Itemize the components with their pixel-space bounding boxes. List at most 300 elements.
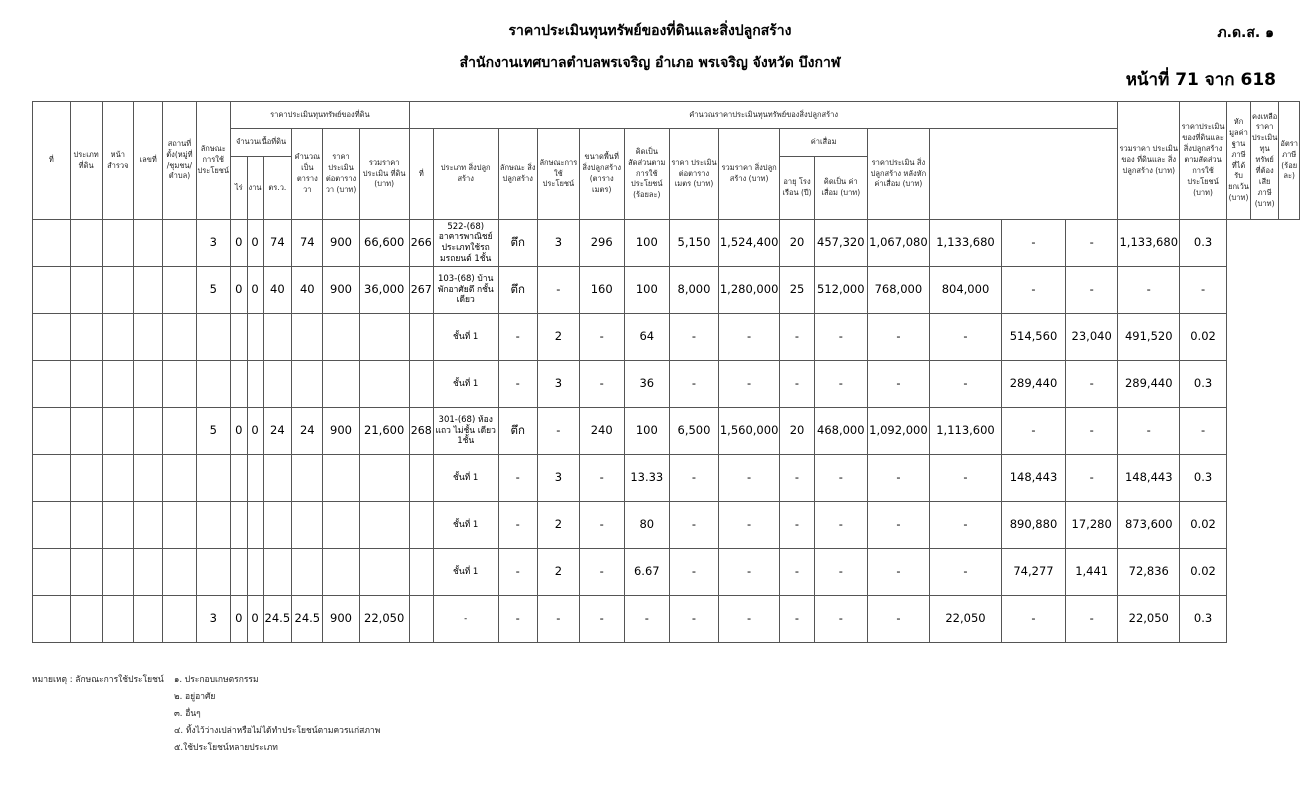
table-row: [33, 408, 1300, 455]
cell-after-depr: -: [867, 361, 929, 408]
cell-no: [33, 267, 71, 314]
note-row: [32, 723, 380, 740]
cell-number: [133, 502, 162, 549]
cell-b-use: -: [537, 596, 579, 643]
cell-b-percent: 80: [624, 502, 670, 549]
cell-land-type: [70, 267, 102, 314]
cell-ngan: 0: [247, 596, 263, 643]
cell-tax: 0.02: [1180, 502, 1227, 549]
cell-depr: 512,000: [814, 267, 867, 314]
cell-after-depr: -: [867, 314, 929, 361]
col-group-building: คำนวณราคาประเมินทุนทรัพย์ของสิ่งปลูกสร้าง: [409, 102, 1118, 129]
cell-b-area: 160: [579, 267, 624, 314]
cell-b-type: ชั้นที่ 1: [433, 549, 498, 596]
cell-depr: -: [814, 314, 867, 361]
col-land-use: ลักษณะ การใช้ ประโยชน์: [196, 102, 230, 220]
cell-total-lb: -: [929, 502, 1001, 549]
cell-sqw: [263, 361, 292, 408]
cell-survey-page: [102, 361, 133, 408]
cell-survey-page: [102, 502, 133, 549]
cell-after-depr: -: [867, 502, 929, 549]
cell-prop-value: -: [1002, 596, 1066, 643]
cell-after-depr: -: [867, 455, 929, 502]
cell-calc-sqw: [292, 549, 323, 596]
cell-survey-page: [102, 314, 133, 361]
cell-deduction: -: [1065, 220, 1118, 267]
cell-land-type: [70, 455, 102, 502]
cell-price-sqw: [323, 361, 359, 408]
cell-tax: 0.02: [1180, 549, 1227, 596]
cell-price-sqw: [323, 502, 359, 549]
cell-after-depr: 768,000: [867, 267, 929, 314]
cell-rai: 0: [230, 220, 247, 267]
cell-prop-value: 74,277: [1002, 549, 1066, 596]
cell-calc-sqw: 74: [292, 220, 323, 267]
col-building-percent: คิดเป็น สัดส่วนตาม การใช้ ประโยชน์ (ร้อยละ): [624, 129, 670, 220]
cell-prop-value: 148,443: [1002, 455, 1066, 502]
cell-b-price-sqm: -: [670, 455, 719, 502]
cell-depr: 457,320: [814, 220, 867, 267]
cell-survey-page: [102, 596, 133, 643]
col-prop-value: ราคาประเมิน ของที่ดินและ สิ่งปลูกสร้าง ตามสัดส่วน การใช้ประโยชน์ (บาท): [1180, 102, 1227, 220]
cell-survey-page: [102, 549, 133, 596]
cell-total-lb: -: [929, 455, 1001, 502]
cell-b-use: -: [537, 408, 579, 455]
cell-tax: 0.3: [1180, 361, 1227, 408]
note-item: ๕.ใช้ประโยชน์หลายประเภท: [174, 743, 278, 753]
note-item: ๔. ทิ้งไว้ว่างเปล่าหรือไม่ได้ทำประโยชน์ตามควรแก่สภาพ: [174, 726, 381, 736]
cell-b-type: 301-(68) ห้องแถว ไม่ชั้น เดียว 1ชั้น: [433, 408, 498, 455]
cell-use: [196, 314, 230, 361]
cell-number: [133, 220, 162, 267]
cell-b-type: -: [433, 596, 498, 643]
cell-deduction: 17,280: [1065, 502, 1118, 549]
page-number: หน้าที่ 71 จาก 618: [1125, 70, 1276, 90]
cell-number: [133, 549, 162, 596]
cell-deduction: -: [1065, 267, 1118, 314]
cell-land-type: [70, 220, 102, 267]
cell-location: [163, 408, 196, 455]
cell-age: 20: [780, 408, 814, 455]
cell-b-type: ชั้นที่ 1: [433, 361, 498, 408]
notes-label: หมายเหตุ : ลักษณะการใช้ประโยชน์: [32, 675, 164, 685]
cell-price-sqw: [323, 455, 359, 502]
table-row: [33, 549, 1300, 596]
cell-total-lb: 1,133,680: [929, 220, 1001, 267]
cell-age: -: [780, 455, 814, 502]
cell-tax: 0.3: [1180, 596, 1227, 643]
cell-land-type: [70, 549, 102, 596]
cell-price-sqw: [323, 314, 359, 361]
col-building-area: ขนาดพื้นที่ สิ่งปลูกสร้าง (ตารางเมตร): [579, 129, 624, 220]
cell-rai: [230, 549, 247, 596]
table-row: [33, 314, 1300, 361]
notes: [32, 672, 380, 757]
cell-prop-value: -: [1002, 408, 1066, 455]
cell-ngan: [247, 455, 263, 502]
col-no: ที่: [33, 102, 71, 220]
cell-calc-sqw: 40: [292, 267, 323, 314]
note-row: [32, 672, 380, 689]
cell-b-price-sqm: 5,150: [670, 220, 719, 267]
cell-use: [196, 455, 230, 502]
cell-no: [33, 408, 71, 455]
cell-number: [133, 314, 162, 361]
cell-calc-sqw: 24: [292, 408, 323, 455]
cell-after-depr: -: [867, 549, 929, 596]
col-depreciation: คิดเป็น ค่าเสื่อม (บาท): [814, 157, 867, 220]
cell-b-area: -: [579, 361, 624, 408]
cell-land-total: [359, 502, 409, 549]
cell-b-area: 296: [579, 220, 624, 267]
cell-sqw: [263, 455, 292, 502]
cell-total-lb: -: [929, 361, 1001, 408]
cell-land-type: [70, 596, 102, 643]
cell-b-total: -: [718, 502, 780, 549]
cell-survey-page: [102, 455, 133, 502]
cell-remaining: 22,050: [1118, 596, 1180, 643]
cell-no: [33, 314, 71, 361]
cell-b-type: ชั้นที่ 1: [433, 502, 498, 549]
cell-sqw: 24: [263, 408, 292, 455]
cell-after-depr: -: [867, 596, 929, 643]
cell-land-type: [70, 502, 102, 549]
cell-number: [133, 267, 162, 314]
cell-b-percent: 6.67: [624, 549, 670, 596]
table-row: [33, 502, 1300, 549]
cell-location: [163, 314, 196, 361]
cell-b-area: -: [579, 549, 624, 596]
cell-b-price-sqm: -: [670, 502, 719, 549]
cell-b-total: -: [718, 549, 780, 596]
cell-b-price-sqm: -: [670, 596, 719, 643]
cell-rai: 0: [230, 596, 247, 643]
cell-price-sqw: 900: [323, 220, 359, 267]
cell-b-total: 1,280,000: [718, 267, 780, 314]
cell-depr: 468,000: [814, 408, 867, 455]
cell-survey-page: [102, 220, 133, 267]
cell-b-price-sqm: 6,500: [670, 408, 719, 455]
cell-remaining: 873,600: [1118, 502, 1180, 549]
col-group-depreciation: ค่าเสื่อม: [780, 129, 868, 157]
col-survey-page: หน้า สำรวจ: [102, 102, 133, 220]
cell-b-no: [409, 549, 433, 596]
cell-depr: -: [814, 361, 867, 408]
col-building-kind: ลักษณะ สิ่งปลูกสร้าง: [498, 129, 537, 220]
cell-remaining: -: [1118, 267, 1180, 314]
cell-after-depr: 1,092,000: [867, 408, 929, 455]
cell-price-sqw: 900: [323, 408, 359, 455]
cell-no: [33, 455, 71, 502]
cell-depr: -: [814, 455, 867, 502]
cell-tax: -: [1180, 267, 1227, 314]
cell-age: -: [780, 549, 814, 596]
cell-tax: 0.3: [1180, 455, 1227, 502]
cell-land-total: 21,600: [359, 408, 409, 455]
cell-b-type: 522-(68) อาคารพาณิชย์ ประเภทใช้รถ มรถยนต์ 1ชั้น: [433, 220, 498, 267]
cell-b-use: -: [537, 267, 579, 314]
note-row: [32, 740, 380, 757]
cell-ngan: [247, 549, 263, 596]
note-item: ๓. อื่นๆ: [174, 709, 201, 719]
table-body: [33, 220, 1300, 643]
cell-number: [133, 361, 162, 408]
cell-b-kind: -: [498, 596, 537, 643]
cell-survey-page: [102, 267, 133, 314]
cell-remaining: 148,443: [1118, 455, 1180, 502]
cell-b-percent: 100: [624, 220, 670, 267]
cell-b-total: 1,524,400: [718, 220, 780, 267]
cell-calc-sqw: [292, 455, 323, 502]
cell-b-type: 103-(68) บ้านพักอาศัยตึ กชั้นเดียว: [433, 267, 498, 314]
col-rai: ไร่: [230, 157, 247, 220]
cell-prop-value: 890,880: [1002, 502, 1066, 549]
document-subtitle: สำนักงานเทศบาลตำบลพรเจริญ อำเภอ พรเจริญ จังหวัด บึงกาฬ: [459, 55, 841, 71]
col-number: เลขที่: [133, 102, 162, 220]
cell-ngan: 0: [247, 267, 263, 314]
cell-ngan: [247, 314, 263, 361]
cell-prop-value: 514,560: [1002, 314, 1066, 361]
cell-use: [196, 502, 230, 549]
cell-land-total: [359, 455, 409, 502]
cell-b-percent: 36: [624, 361, 670, 408]
cell-location: [163, 549, 196, 596]
cell-sqw: [263, 502, 292, 549]
cell-b-kind: -: [498, 361, 537, 408]
cell-b-use: 2: [537, 549, 579, 596]
cell-after-depr: 1,067,080: [867, 220, 929, 267]
col-location: สถานที่ ตั้ง(หมู่ที่ /ชุมชน/ ตำบล): [163, 102, 196, 220]
cell-rai: [230, 361, 247, 408]
table-row: [33, 596, 1300, 643]
cell-b-type: ชั้นที่ 1: [433, 314, 498, 361]
cell-number: [133, 408, 162, 455]
cell-land-total: [359, 549, 409, 596]
cell-price-sqw: [323, 549, 359, 596]
cell-use: [196, 361, 230, 408]
cell-age: -: [780, 361, 814, 408]
cell-calc-sqw: 24.5: [292, 596, 323, 643]
cell-total-lb: -: [929, 549, 1001, 596]
cell-b-no: [409, 314, 433, 361]
cell-calc-sqw: [292, 502, 323, 549]
cell-no: [33, 596, 71, 643]
cell-location: [163, 361, 196, 408]
cell-ngan: 0: [247, 408, 263, 455]
cell-deduction: -: [1065, 361, 1118, 408]
table-row: [33, 361, 1300, 408]
col-group-area: จำนวนเนื้อที่ดิน: [230, 129, 291, 157]
cell-depr: -: [814, 502, 867, 549]
cell-b-no: [409, 455, 433, 502]
cell-land-total: 36,000: [359, 267, 409, 314]
cell-number: [133, 596, 162, 643]
cell-no: [33, 361, 71, 408]
cell-b-use: 3: [537, 455, 579, 502]
cell-price-sqw: 900: [323, 267, 359, 314]
col-total-land-building: รวมราคา ประเมินของ ที่ดินและ สิ่งปลูกสร้าง (บาท): [1118, 102, 1180, 220]
col-building-price-sqm: ราคา ประเมิน ต่อตารางเมตร (บาท): [670, 129, 719, 220]
document-title: ราคาประเมินทุนทรัพย์ของที่ดินและสิ่งปลูกสร้าง: [508, 23, 792, 39]
cell-use: [196, 549, 230, 596]
cell-b-percent: 100: [624, 408, 670, 455]
col-age: อายุ โรงเรือน (ปี): [780, 157, 814, 220]
assessment-table: [32, 101, 1300, 643]
cell-rai: 0: [230, 267, 247, 314]
cell-land-type: [70, 408, 102, 455]
cell-b-total: -: [718, 361, 780, 408]
cell-b-no: 267: [409, 267, 433, 314]
cell-total-lb: 804,000: [929, 267, 1001, 314]
cell-b-area: -: [579, 596, 624, 643]
cell-age: 25: [780, 267, 814, 314]
cell-b-percent: -: [624, 596, 670, 643]
col-tax-rate: อัตราภาษี (ร้อยละ): [1279, 102, 1300, 220]
cell-b-use: 3: [537, 361, 579, 408]
cell-prop-value: -: [1002, 220, 1066, 267]
cell-age: -: [780, 314, 814, 361]
col-ngan: งาน: [247, 157, 263, 220]
cell-b-kind: ตึก: [498, 408, 537, 455]
cell-b-area: -: [579, 314, 624, 361]
cell-location: [163, 455, 196, 502]
cell-use: 3: [196, 596, 230, 643]
cell-b-price-sqm: -: [670, 549, 719, 596]
cell-use: 5: [196, 267, 230, 314]
cell-b-kind: -: [498, 549, 537, 596]
col-sqw: ตร.ว.: [263, 157, 292, 220]
cell-b-no: 268: [409, 408, 433, 455]
cell-calc-sqw: [292, 361, 323, 408]
cell-b-percent: 13.33: [624, 455, 670, 502]
note-row: [32, 706, 380, 723]
cell-ngan: [247, 361, 263, 408]
cell-deduction: 23,040: [1065, 314, 1118, 361]
cell-total-lb: -: [929, 314, 1001, 361]
cell-b-area: -: [579, 502, 624, 549]
col-total-land-price: รวมราคา ประเมิน ที่ดิน (บาท): [359, 129, 409, 220]
cell-tax: 0.02: [1180, 314, 1227, 361]
cell-b-total: -: [718, 314, 780, 361]
cell-b-kind: ตึก: [498, 267, 537, 314]
cell-location: [163, 220, 196, 267]
cell-tax: -: [1180, 408, 1227, 455]
cell-remaining: 491,520: [1118, 314, 1180, 361]
cell-rai: [230, 502, 247, 549]
cell-use: 5: [196, 408, 230, 455]
cell-no: [33, 549, 71, 596]
cell-tax: 0.3: [1180, 220, 1227, 267]
col-building-use: ลักษณะการ ใช้ประโยชน์: [537, 129, 579, 220]
cell-land-total: [359, 314, 409, 361]
cell-sqw: [263, 549, 292, 596]
note-item: ๒. อยู่อาศัย: [174, 692, 216, 702]
cell-b-use: 3: [537, 220, 579, 267]
table-row: [33, 455, 1300, 502]
table-row: [33, 220, 1300, 267]
cell-total-lb: 22,050: [929, 596, 1001, 643]
cell-prop-value: 289,440: [1002, 361, 1066, 408]
cell-b-price-sqm: 8,000: [670, 267, 719, 314]
cell-age: 20: [780, 220, 814, 267]
cell-land-type: [70, 361, 102, 408]
cell-b-area: -: [579, 455, 624, 502]
cell-b-total: -: [718, 596, 780, 643]
cell-b-total: 1,560,000: [718, 408, 780, 455]
table-row: [33, 267, 1300, 314]
cell-land-total: 66,600: [359, 220, 409, 267]
col-remaining: คงเหลือ ราคาประเมิน ทุนทรัพย์ ที่ต้องเสียภาษี (บาท): [1250, 102, 1278, 220]
cell-sqw: 24.5: [263, 596, 292, 643]
cell-b-use: 2: [537, 314, 579, 361]
cell-b-no: 266: [409, 220, 433, 267]
cell-remaining: 72,836: [1118, 549, 1180, 596]
col-after-depreciation: ราคาประเมิน สิ่งปลูกสร้าง หลังหัก ค่าเสื่อม (บาท): [867, 129, 929, 220]
cell-remaining: -: [1118, 408, 1180, 455]
cell-rai: [230, 455, 247, 502]
cell-use: 3: [196, 220, 230, 267]
cell-age: -: [780, 596, 814, 643]
cell-total-lb: 1,113,600: [929, 408, 1001, 455]
cell-remaining: 1,133,680: [1118, 220, 1180, 267]
cell-sqw: 74: [263, 220, 292, 267]
cell-b-price-sqm: -: [670, 361, 719, 408]
cell-deduction: -: [1065, 455, 1118, 502]
cell-b-no: [409, 361, 433, 408]
cell-b-use: 2: [537, 502, 579, 549]
note-row: [32, 689, 380, 706]
cell-location: [163, 502, 196, 549]
col-price-per-sqw: ราคา ประเมิน ต่อตารางวา (บาท): [323, 129, 359, 220]
form-code: ภ.ด.ส. ๑: [1217, 25, 1274, 41]
cell-b-price-sqm: -: [670, 314, 719, 361]
cell-calc-sqw: [292, 314, 323, 361]
cell-rai: 0: [230, 408, 247, 455]
cell-deduction: -: [1065, 596, 1118, 643]
cell-land-type: [70, 314, 102, 361]
cell-remaining: 289,440: [1118, 361, 1180, 408]
cell-b-kind: ตึก: [498, 220, 537, 267]
cell-location: [163, 596, 196, 643]
col-building-no: ที่: [409, 129, 433, 220]
cell-location: [163, 267, 196, 314]
col-deduction: หักมูลค่า ฐานภาษี ที่ได้รับ ยกเว้น (บาท): [1227, 102, 1251, 220]
cell-land-total: 22,050: [359, 596, 409, 643]
cell-b-kind: -: [498, 314, 537, 361]
col-calc-sqw: คำนวณ เป็น ตารางวา: [292, 129, 323, 220]
cell-b-percent: 64: [624, 314, 670, 361]
cell-ngan: [247, 502, 263, 549]
cell-b-kind: -: [498, 455, 537, 502]
cell-b-kind: -: [498, 502, 537, 549]
col-building-total: รวมราคา สิ่งปลูกสร้าง (บาท): [718, 129, 780, 220]
cell-b-type: ชั้นที่ 1: [433, 455, 498, 502]
cell-deduction: 1,441: [1065, 549, 1118, 596]
cell-b-percent: 100: [624, 267, 670, 314]
cell-depr: -: [814, 549, 867, 596]
col-group-land-value: ราคาประเมินทุนทรัพย์ของที่ดิน: [230, 102, 409, 129]
cell-sqw: [263, 314, 292, 361]
cell-sqw: 40: [263, 267, 292, 314]
cell-b-no: [409, 502, 433, 549]
cell-age: -: [780, 502, 814, 549]
cell-b-area: 240: [579, 408, 624, 455]
col-building-type: ประเภท สิ่งปลูกสร้าง: [433, 129, 498, 220]
cell-prop-value: -: [1002, 267, 1066, 314]
cell-depr: -: [814, 596, 867, 643]
cell-survey-page: [102, 408, 133, 455]
col-land-type: ประเภท ที่ดิน: [70, 102, 102, 220]
